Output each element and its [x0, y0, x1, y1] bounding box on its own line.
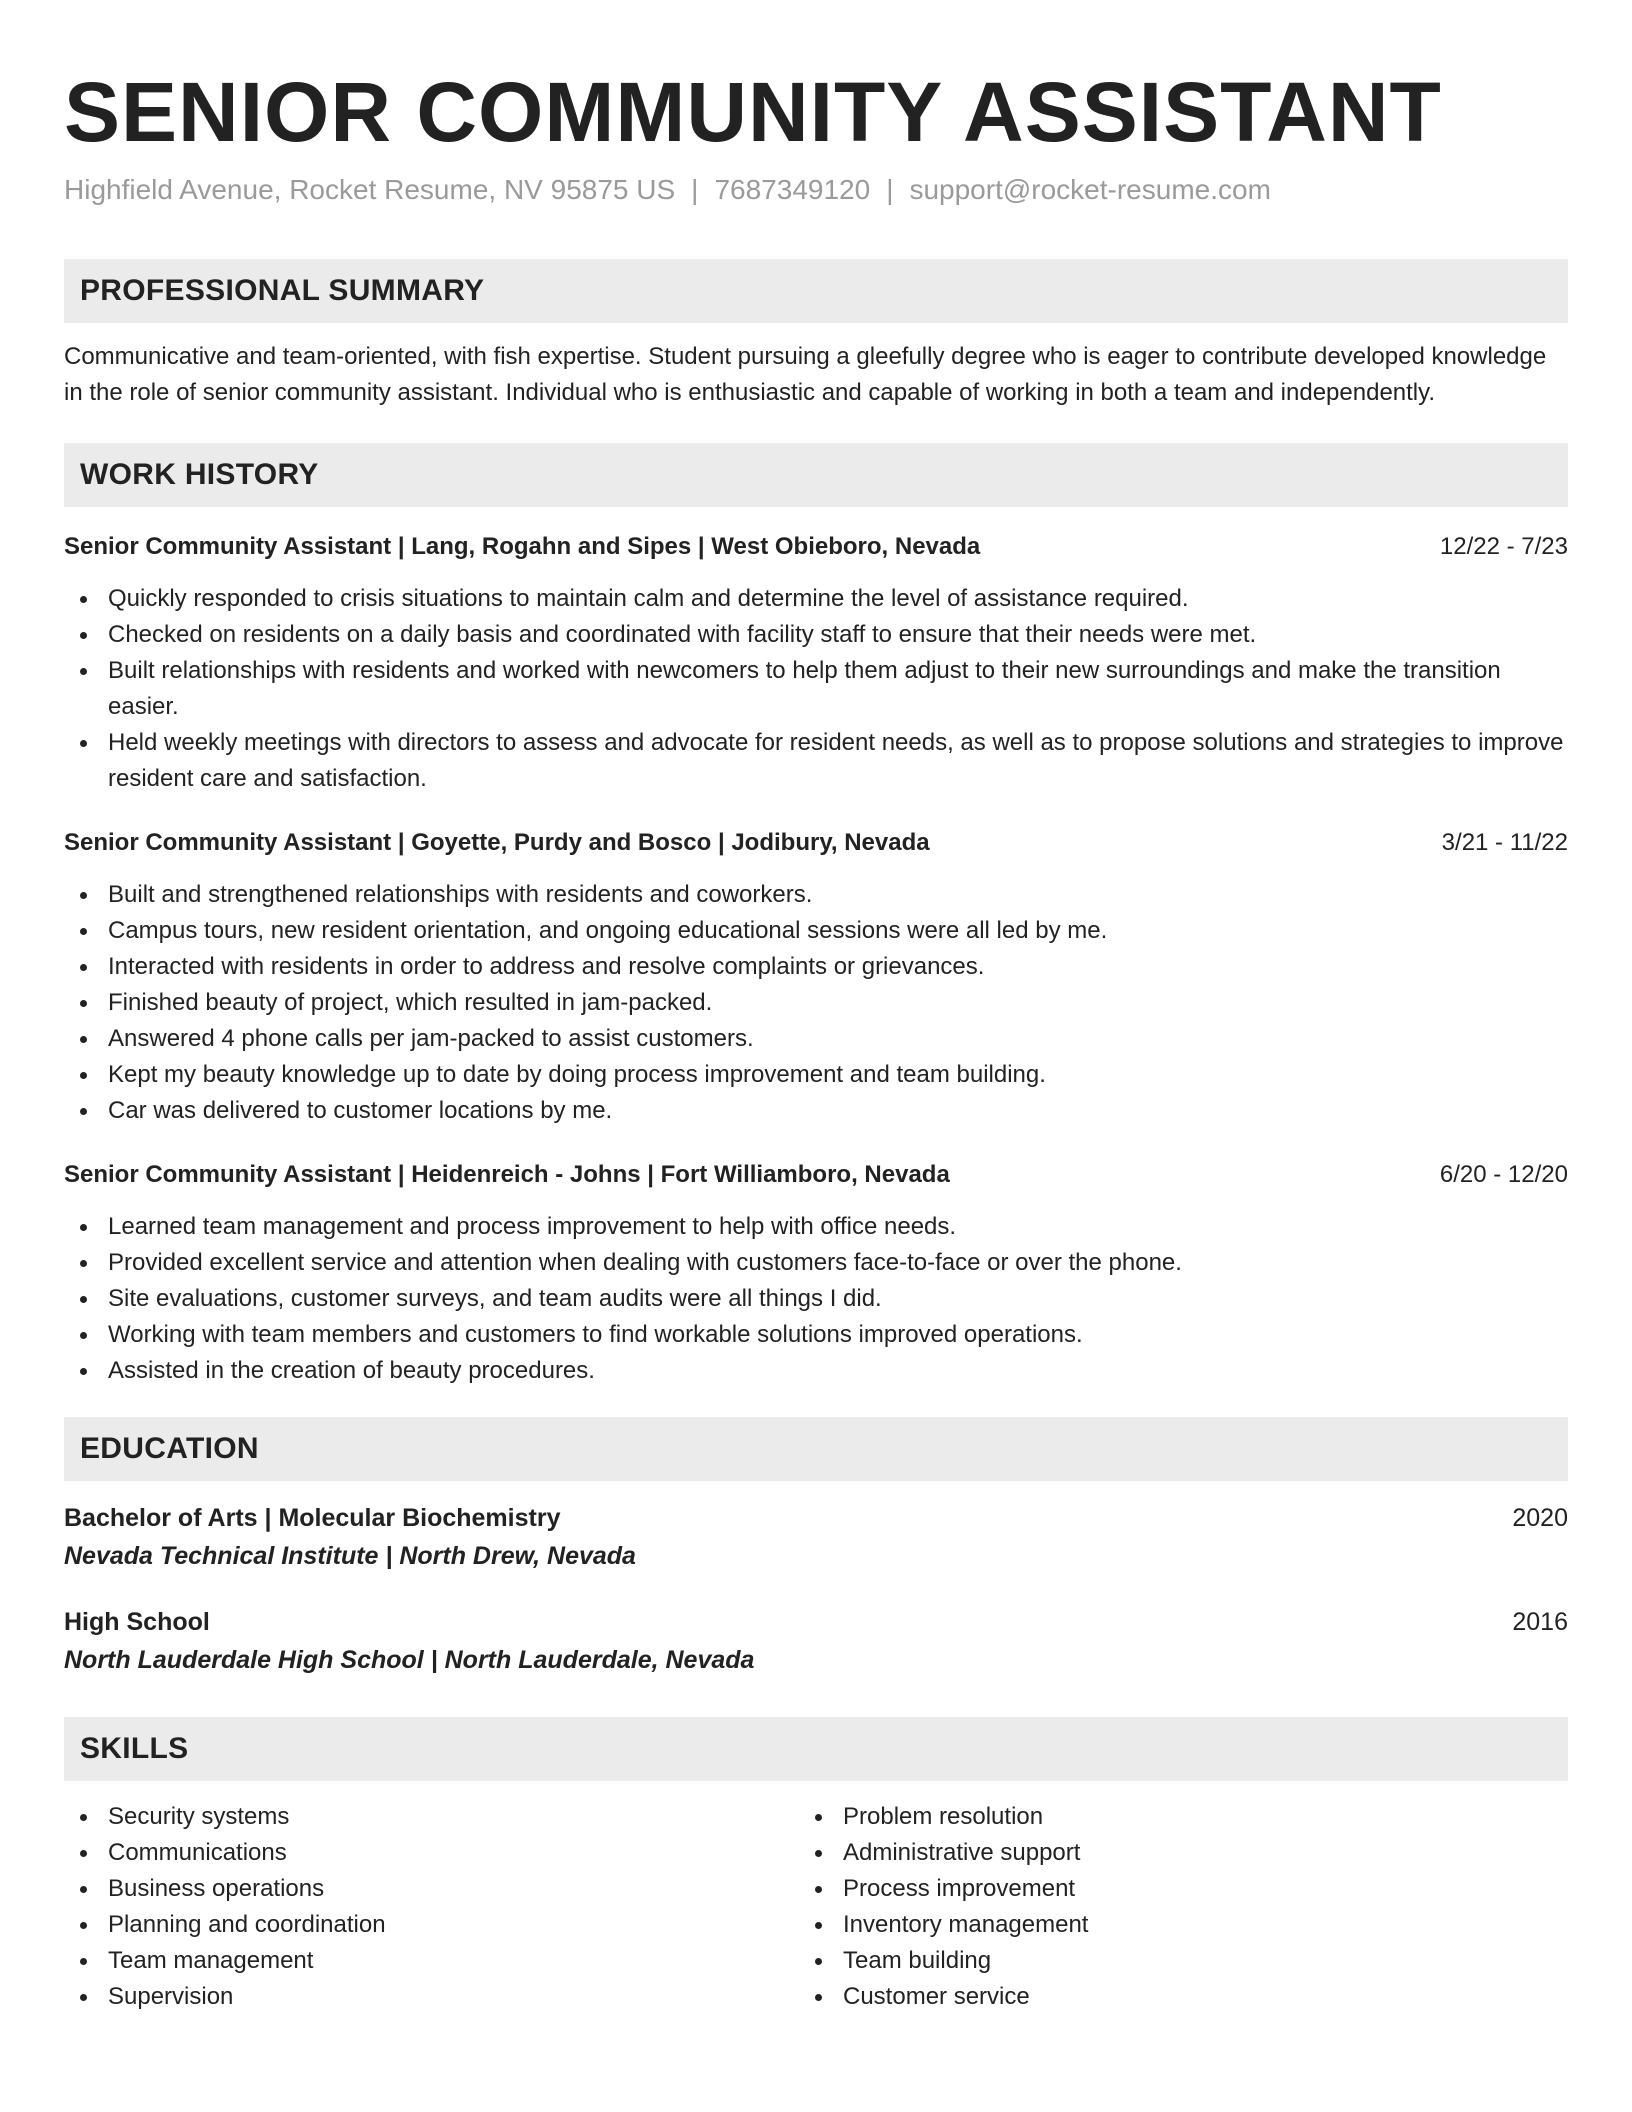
job-bullet: Answered 4 phone calls per jam-packed to assist customers.: [64, 1021, 1568, 1057]
education-entry: [64, 1603, 1568, 1679]
job-bullets: [64, 877, 1568, 1129]
section-heading-summary: PROFESSIONAL SUMMARY: [64, 259, 1568, 323]
section-heading-work-history: WORK HISTORY: [64, 443, 1568, 507]
contact-separator: |: [886, 174, 894, 205]
job-dates: 6/20 - 12/20: [1439, 1161, 1568, 1188]
job-title: Senior Community Assistant | Lang, Rogahn and Sipes | West Obieboro, Nevada: [64, 533, 981, 560]
summary-text: Communicative and team-oriented, with fish expertise. Student pursuing a gleefully degree who is eager to contribute developed knowledge in the role of senior community assistant. Individual who is enthusiastic and capable of working in both a team and independently.: [64, 343, 1547, 406]
education-school: North Lauderdale High School | North Lauderdale, Nevada: [64, 1646, 755, 1674]
job-entry: [64, 825, 1568, 1129]
job-bullet: Provided excellent service and attention when dealing with customers face-to-face or over the phone.: [64, 1245, 1568, 1281]
job-header: [64, 529, 1568, 565]
skill-item: Process improvement: [799, 1871, 1534, 1907]
contact-phone: 7687349120: [714, 174, 871, 205]
job-bullet: Finished beauty of project, which resulted in jam-packed.: [64, 985, 1568, 1021]
job-bullet: Interacted with residents in order to address and resolve complaints or grievances.: [64, 949, 1568, 985]
job-bullet: Campus tours, new resident orientation, and ongoing educational sessions were all led by me.: [64, 913, 1568, 949]
job-title: Senior Community Assistant | Goyette, Purdy and Bosco | Jodibury, Nevada: [64, 829, 930, 856]
skill-item: Customer service: [799, 1979, 1534, 2015]
skill-item: Team building: [799, 1943, 1534, 1979]
job-bullet: Site evaluations, customer surveys, and team audits were all things I did.: [64, 1281, 1568, 1317]
job-bullet: Kept my beauty knowledge up to date by doing process improvement and team building.: [64, 1057, 1568, 1093]
skill-item: Team management: [64, 1943, 799, 1979]
skills-list-right: [799, 1799, 1534, 2015]
section-heading-education: EDUCATION: [64, 1417, 1568, 1481]
job-bullet: Assisted in the creation of beauty procedures.: [64, 1353, 1568, 1389]
job-bullet: Working with team members and customers to find workable solutions improved operations.: [64, 1317, 1568, 1353]
job-bullet: Learned team management and process improvement to help with office needs.: [64, 1209, 1568, 1245]
job-title: Senior Community Assistant | Heidenreich - Johns | Fort Williamboro, Nevada: [64, 1161, 950, 1188]
job-bullets: [64, 1209, 1568, 1389]
job-entry: [64, 529, 1568, 797]
skills-columns: [64, 1799, 1568, 2015]
job-header: [64, 825, 1568, 861]
skill-item: Security systems: [64, 1799, 799, 1835]
skills-list-left: [64, 1799, 799, 2015]
candidate-name: SENIOR COMMUNITY ASSISTANT: [64, 65, 1442, 159]
job-bullets: [64, 581, 1568, 797]
education-school: Nevada Technical Institute | North Drew, Nevada: [64, 1542, 636, 1570]
education-header: [64, 1499, 1568, 1537]
skill-item: Business operations: [64, 1871, 799, 1907]
skill-item: Supervision: [64, 1979, 799, 2015]
education-year: 2020: [1512, 1504, 1568, 1532]
contact-separator: |: [691, 174, 699, 205]
education-year: 2016: [1512, 1608, 1568, 1636]
job-bullet: Quickly responded to crisis situations to maintain calm and determine the level of assistance required.: [64, 581, 1568, 617]
education-header: [64, 1603, 1568, 1641]
job-entry: [64, 1157, 1568, 1389]
job-header: [64, 1157, 1568, 1193]
job-bullet: Built and strengthened relationships with residents and coworkers.: [64, 877, 1568, 913]
contact-email: support@rocket-resume.com: [909, 174, 1271, 205]
job-bullet: Car was delivered to customer locations by me.: [64, 1093, 1568, 1129]
contact-address: Highfield Avenue, Rocket Resume, NV 95875 US: [64, 174, 676, 205]
education-entry: [64, 1499, 1568, 1575]
job-bullet: Built relationships with residents and worked with newcomers to help them adjust to their new surroundings and make the transition easier.: [64, 653, 1568, 725]
job-dates: 12/22 - 7/23: [1439, 533, 1568, 560]
skill-item: Problem resolution: [799, 1799, 1534, 1835]
job-dates: 3/21 - 11/22: [1441, 829, 1568, 856]
skill-item: Planning and coordination: [64, 1907, 799, 1943]
education-degree: Bachelor of Arts | Molecular Biochemistry: [64, 1504, 561, 1532]
job-bullet: Checked on residents on a daily basis and coordinated with facility staff to ensure that their needs were met.: [64, 617, 1568, 653]
skill-item: Inventory management: [799, 1907, 1534, 1943]
education-degree: High School: [64, 1608, 210, 1636]
skill-item: Communications: [64, 1835, 799, 1871]
skill-item: Administrative support: [799, 1835, 1534, 1871]
section-heading-skills: SKILLS: [64, 1717, 1568, 1781]
contact-line: [64, 170, 1568, 210]
job-bullet: Held weekly meetings with directors to assess and advocate for resident needs, as well as to propose solutions and strategies to improve resident care and satisfaction.: [64, 725, 1568, 797]
